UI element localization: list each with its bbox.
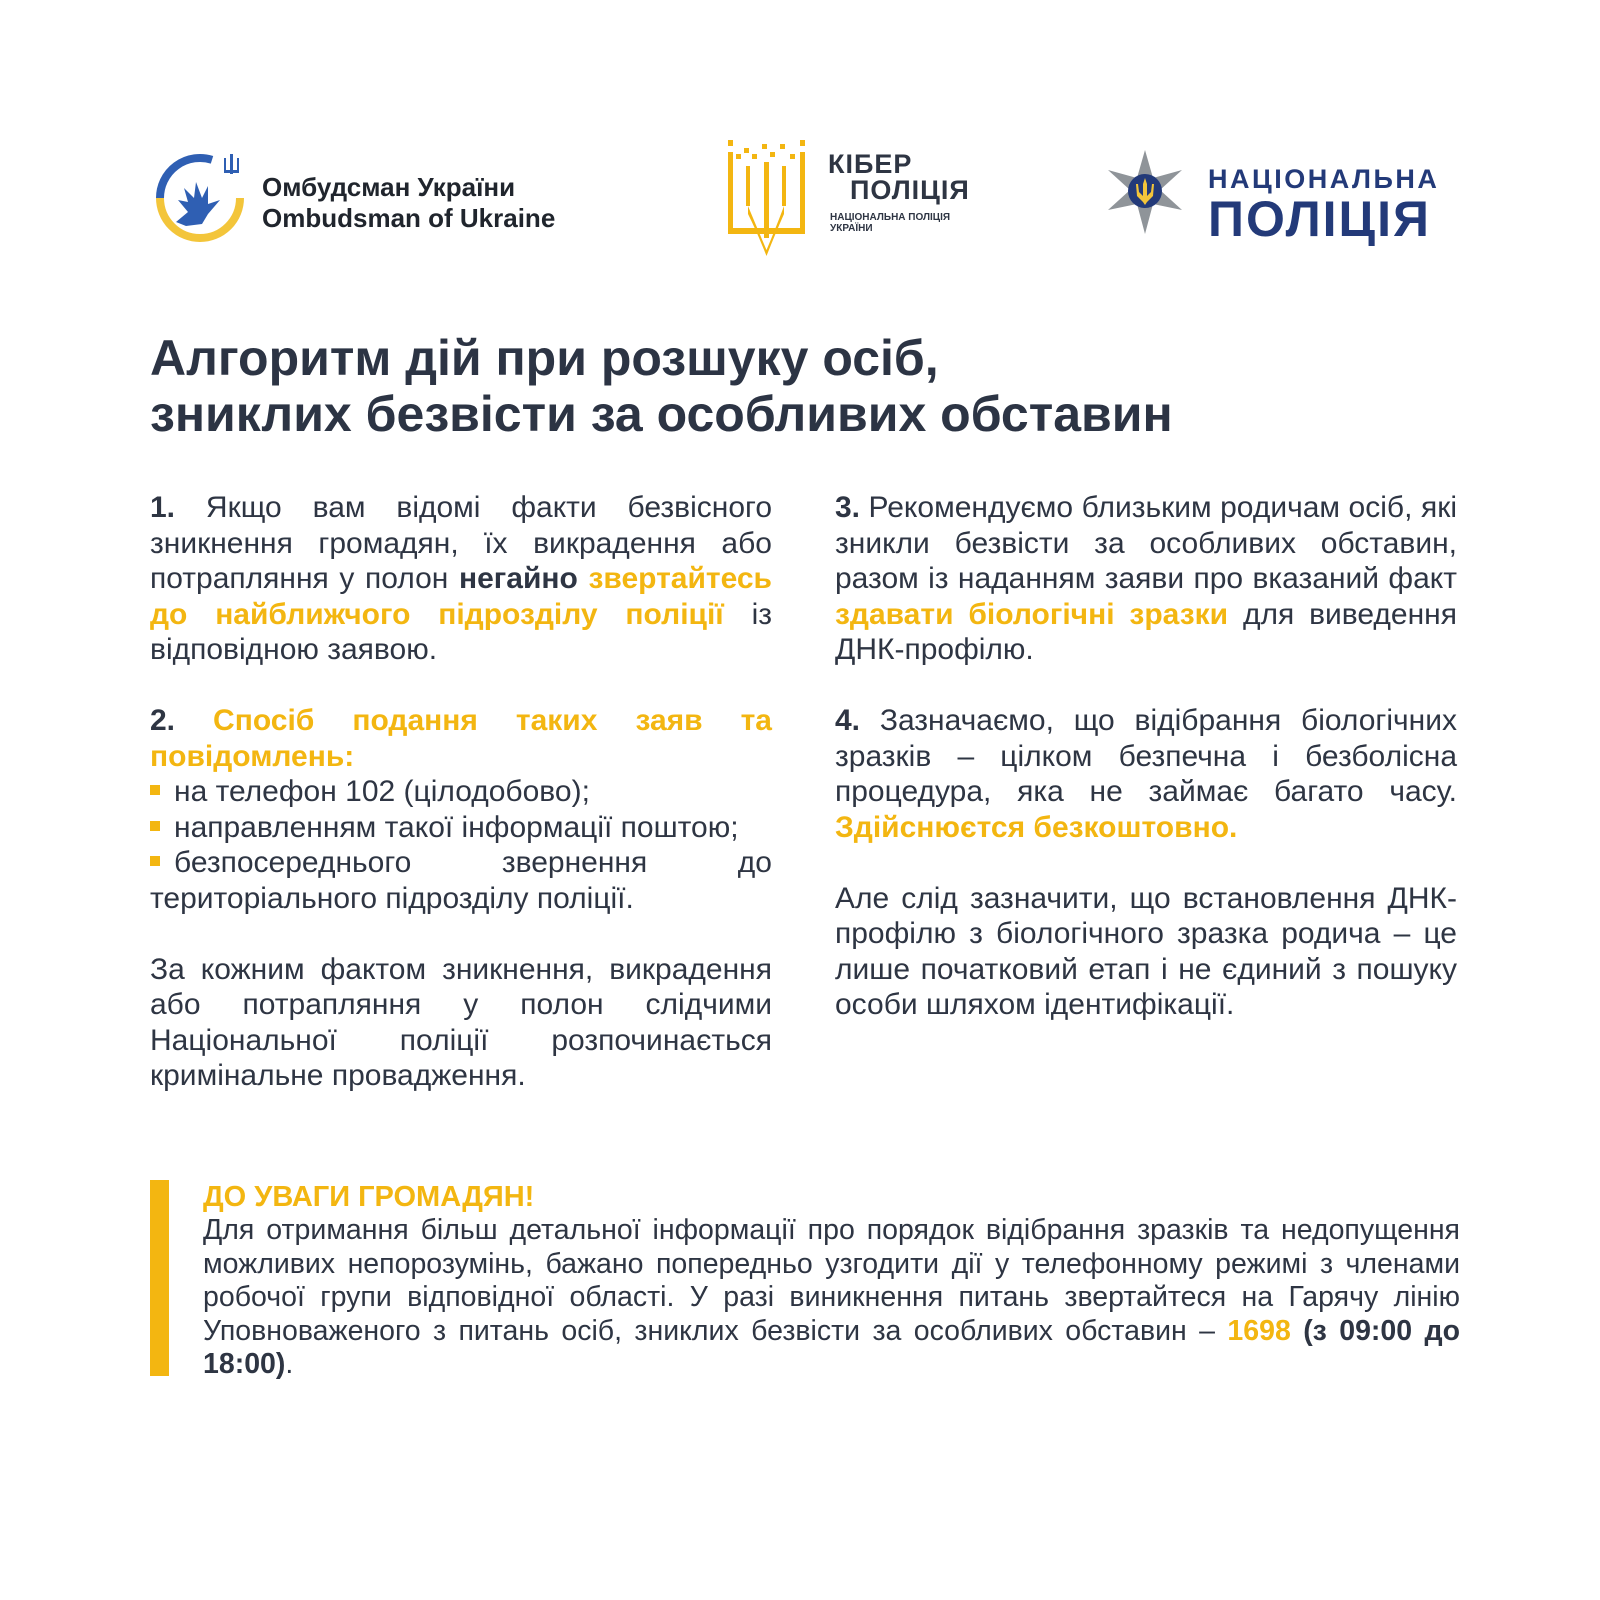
bullet-icon	[150, 821, 160, 831]
step-3-end: для виведення ДНК-профілю.	[835, 597, 1457, 666]
step-4-number: 4.	[835, 704, 861, 737]
left-column	[150, 490, 772, 1094]
step-3-text: Рекомендуємо близьким родичам осіб, які зникли безвісти за особливих обставин, разом із наданням заяви про вказаний факт	[835, 491, 1457, 595]
notice-end: .	[285, 1348, 294, 1380]
partner-logos	[0, 140, 1600, 260]
step-2-highlight: Спосіб подання таких заяв та повідомлень:	[150, 704, 772, 773]
page-title-line-2: зниклих безвісти за особливих обставин	[150, 386, 1173, 442]
notice-accent-bar	[150, 1180, 169, 1376]
cyber-police-logo	[728, 140, 988, 260]
cyber-police-subtitle-2: УКРАЇНИ	[830, 223, 873, 234]
list-item-text: направленням такої інформації поштою;	[174, 810, 739, 844]
list-item	[150, 774, 772, 810]
step-3-paragraph	[835, 490, 1457, 668]
ombudsman-name-en: Ombudsman of Ukraine	[262, 203, 556, 233]
ombudsman-logo	[150, 148, 620, 248]
citizens-notice	[150, 1180, 1460, 1380]
step-3-number: 3.	[835, 491, 861, 524]
list-item-text: на телефон 102 (цілодобово);	[174, 775, 590, 808]
step-2-number: 2.	[150, 704, 176, 737]
notice-body	[203, 1214, 1460, 1382]
notice-heading: ДО УВАГИ ГРОМАДЯН!	[203, 1181, 535, 1213]
hotline-number: 1698	[1227, 1314, 1291, 1347]
ombudsman-emblem-icon	[150, 148, 250, 248]
step-1-paragraph	[150, 490, 772, 668]
page-title-line-1: Алгоритм дій при розшуку осіб,	[150, 330, 939, 386]
cyber-police-trident-icon	[728, 140, 818, 260]
cyber-police-title-1: КІБЕР	[828, 149, 913, 179]
list-item	[150, 845, 772, 916]
step-1-bold: негайно	[459, 562, 578, 595]
page-title	[150, 330, 1470, 442]
cyber-police-subtitle	[830, 212, 950, 234]
cyber-police-subtitle-1: НАЦІОНАЛЬНА ПОЛІЦІЯ	[830, 212, 951, 223]
national-police-title-1: НАЦІОНАЛЬНА	[1208, 164, 1440, 194]
step-4-highlight: Здійснюєтся безкоштовно.	[835, 810, 1238, 844]
national-police-logo	[1100, 148, 1460, 248]
bullet-icon	[150, 856, 160, 866]
step-1-highlight: звертайтесь до найближчого підрозділу поліції	[150, 562, 772, 631]
step-1-end: із відповідною заявою.	[150, 597, 772, 666]
trident-icon	[224, 154, 239, 174]
step-2-paragraph	[150, 703, 772, 774]
notice-text: Для отримання більш детальної інформації про порядок відібрання зразків та недопущення можливих непорозумінь, бажано попередньо узгодити дії у телефонному режимі з членами робочої групи відповідної області. У разі виникнення питань звертайтеся на Гарячу лінію Уповноваженого з питань осіб, зниклих безвісти за особливих обставин –	[203, 1214, 1460, 1347]
list-item-text: безпосереднього звернення до територіального підрозділу поліції.	[150, 846, 772, 915]
criminal-proceedings-paragraph: За кожним фактом зникнення, викрадення або потрапляння у полон слідчими Національної поліції розпочинається кримінальне провадження.	[150, 952, 772, 1092]
national-police-title-2: ПОЛІЦІЯ	[1208, 191, 1431, 247]
cyber-police-title-2: ПОЛІЦІЯ	[850, 175, 970, 205]
ombudsman-name-ua: Омбудсман України	[262, 172, 516, 202]
police-star-icon	[1100, 148, 1190, 238]
step-3-highlight: здавати біологічні зразки	[835, 597, 1229, 631]
step-4-text: Зазначаємо, що відібрання біологічних зразків – цілком безпечна і безболісна процедура, яка не займає багато часу.	[835, 704, 1457, 808]
step-4-paragraph	[835, 703, 1457, 845]
list-item	[150, 810, 772, 846]
step-1-text: Якщо вам відомі факти безвісного зникнення громадян, їх викрадення або потрапляння у полон	[150, 491, 772, 595]
dna-profile-paragraph: Але слід зазначити, що встановлення ДНК-профілю з біологічного зразка родича – це лише початковий етап і не єдиний з пошуку особи шляхом ідентифікації.	[835, 881, 1457, 1021]
hotline-hours: (з 09:00 до 18:00)	[203, 1314, 1460, 1380]
right-column	[835, 490, 1457, 1023]
step-1-number: 1.	[150, 491, 176, 524]
bullet-icon	[150, 785, 160, 795]
